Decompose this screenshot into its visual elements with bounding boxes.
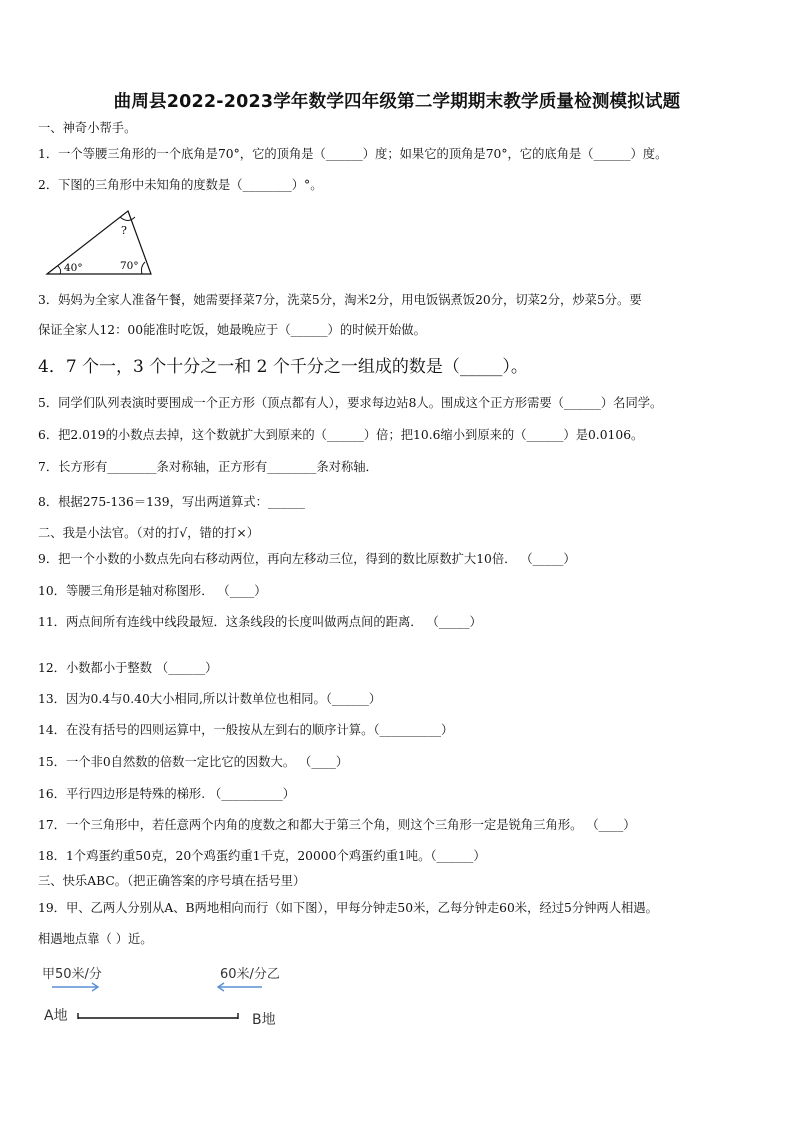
left-angle-arc (58, 266, 61, 274)
question-5: 5．同学们队列表演时要围成一个正方形（顶点都有人），要求每边站8人。围成这个正方形需要（______）名同学。 (38, 396, 663, 410)
question-8: 8．根据275-136＝139，写出两道算式：______ (38, 495, 305, 509)
question-4: 4．7 个一，3 个十分之一和 2 个千分之一组成的数是（_____）。 (38, 357, 528, 377)
right-angle-arc (141, 262, 145, 274)
question-9: 9．把一个小数的小数点先向右移动两位，再向左移动三位，得到的数比原数扩大10倍． （_____） (38, 552, 576, 566)
top-angle-arc (120, 217, 135, 221)
top-angle-label: ? (121, 224, 127, 237)
left-angle-label: 40° (64, 262, 83, 274)
route-figure (40, 960, 290, 1032)
question-19-line-2: 相遇地点靠（ ）近。 (38, 932, 153, 946)
page-title: 曲周县2022-2023学年数学四年级第二学期期末教学质量检测模拟试题 (113, 92, 681, 112)
question-15: 15．一个非0自然数的倍数一定比它的因数大。 （____） (38, 755, 349, 769)
question-7: 7．长方形有________条对称轴，正方形有________条对称轴． (38, 460, 378, 474)
question-16: 16．平行四边形是特殊的梯形. （__________） (38, 787, 296, 801)
question-1: 1．一个等腰三角形的一个底角是70°，它的顶角是（______）度；如果它的顶角是70°，它的底角是（______）度。 (38, 147, 668, 161)
question-14: 14．在没有括号的四则运算中，一般按从左到右的顺序计算。（__________） (38, 723, 454, 737)
right-angle-label: 70° (120, 260, 139, 272)
question-19-line-1: 19．甲、乙两人分别从A、B两地相向而行（如下图），甲每分钟走50米，乙每分钟走60米，经过5分钟两人相遇。 (38, 901, 658, 915)
question-3-line-2: 保证全家人12：00能准时吃饭，她最晚应于（______）的时候开始做。 (38, 323, 426, 337)
section-2-heading: 二、我是小法官。（对的打√，错的打×） (38, 526, 260, 540)
question-11: 11．两点间所有连线中线段最短．这条线段的长度叫做两点间的距离． （_____） (38, 615, 482, 629)
b-location-label: B地 (252, 1012, 276, 1028)
question-18: 18．1个鸡蛋约重50克，20个鸡蛋约重1千克，20000个鸡蛋约重1吨。（______） (38, 849, 486, 863)
question-3-line-1: 3．妈妈为全家人准备午餐，她需要择菜7分，洗菜5分，淘米2分，用电饭锅煮饭20分，切菜2分，炒菜5分。要 (38, 293, 642, 307)
question-17: 17．一个三角形中，若任意两个内角的度数之和都大于第三个角，则这个三角形一定是锐角三角形。 （____） (38, 818, 636, 832)
yi-speed-label: 60米/分乙 (220, 967, 280, 982)
triangle-figure (40, 204, 160, 280)
jia-speed-label: 甲50米/分 (42, 967, 102, 982)
question-6: 6．把2.019的小数点去掉，这个数就扩大到原来的（______）倍；把10.6缩小到原来的（______）是0.0106。 (38, 428, 644, 442)
question-13: 13．因为0.4与0.40大小相同,所以计数单位也相同。（______） (38, 692, 382, 706)
section-3-heading: 三、快乐ABC。（把正确答案的序号填在括号里） (38, 874, 306, 888)
question-10: 10．等腰三角形是轴对称图形． （____） (38, 584, 267, 598)
question-2: 2．下图的三角形中未知角的度数是（________）°。 (38, 178, 323, 192)
question-12: 12．小数都小于整数 （______） (38, 661, 218, 675)
a-location-label: A地 (44, 1008, 68, 1024)
section-1-heading: 一、神奇小帮手。 (38, 121, 137, 135)
